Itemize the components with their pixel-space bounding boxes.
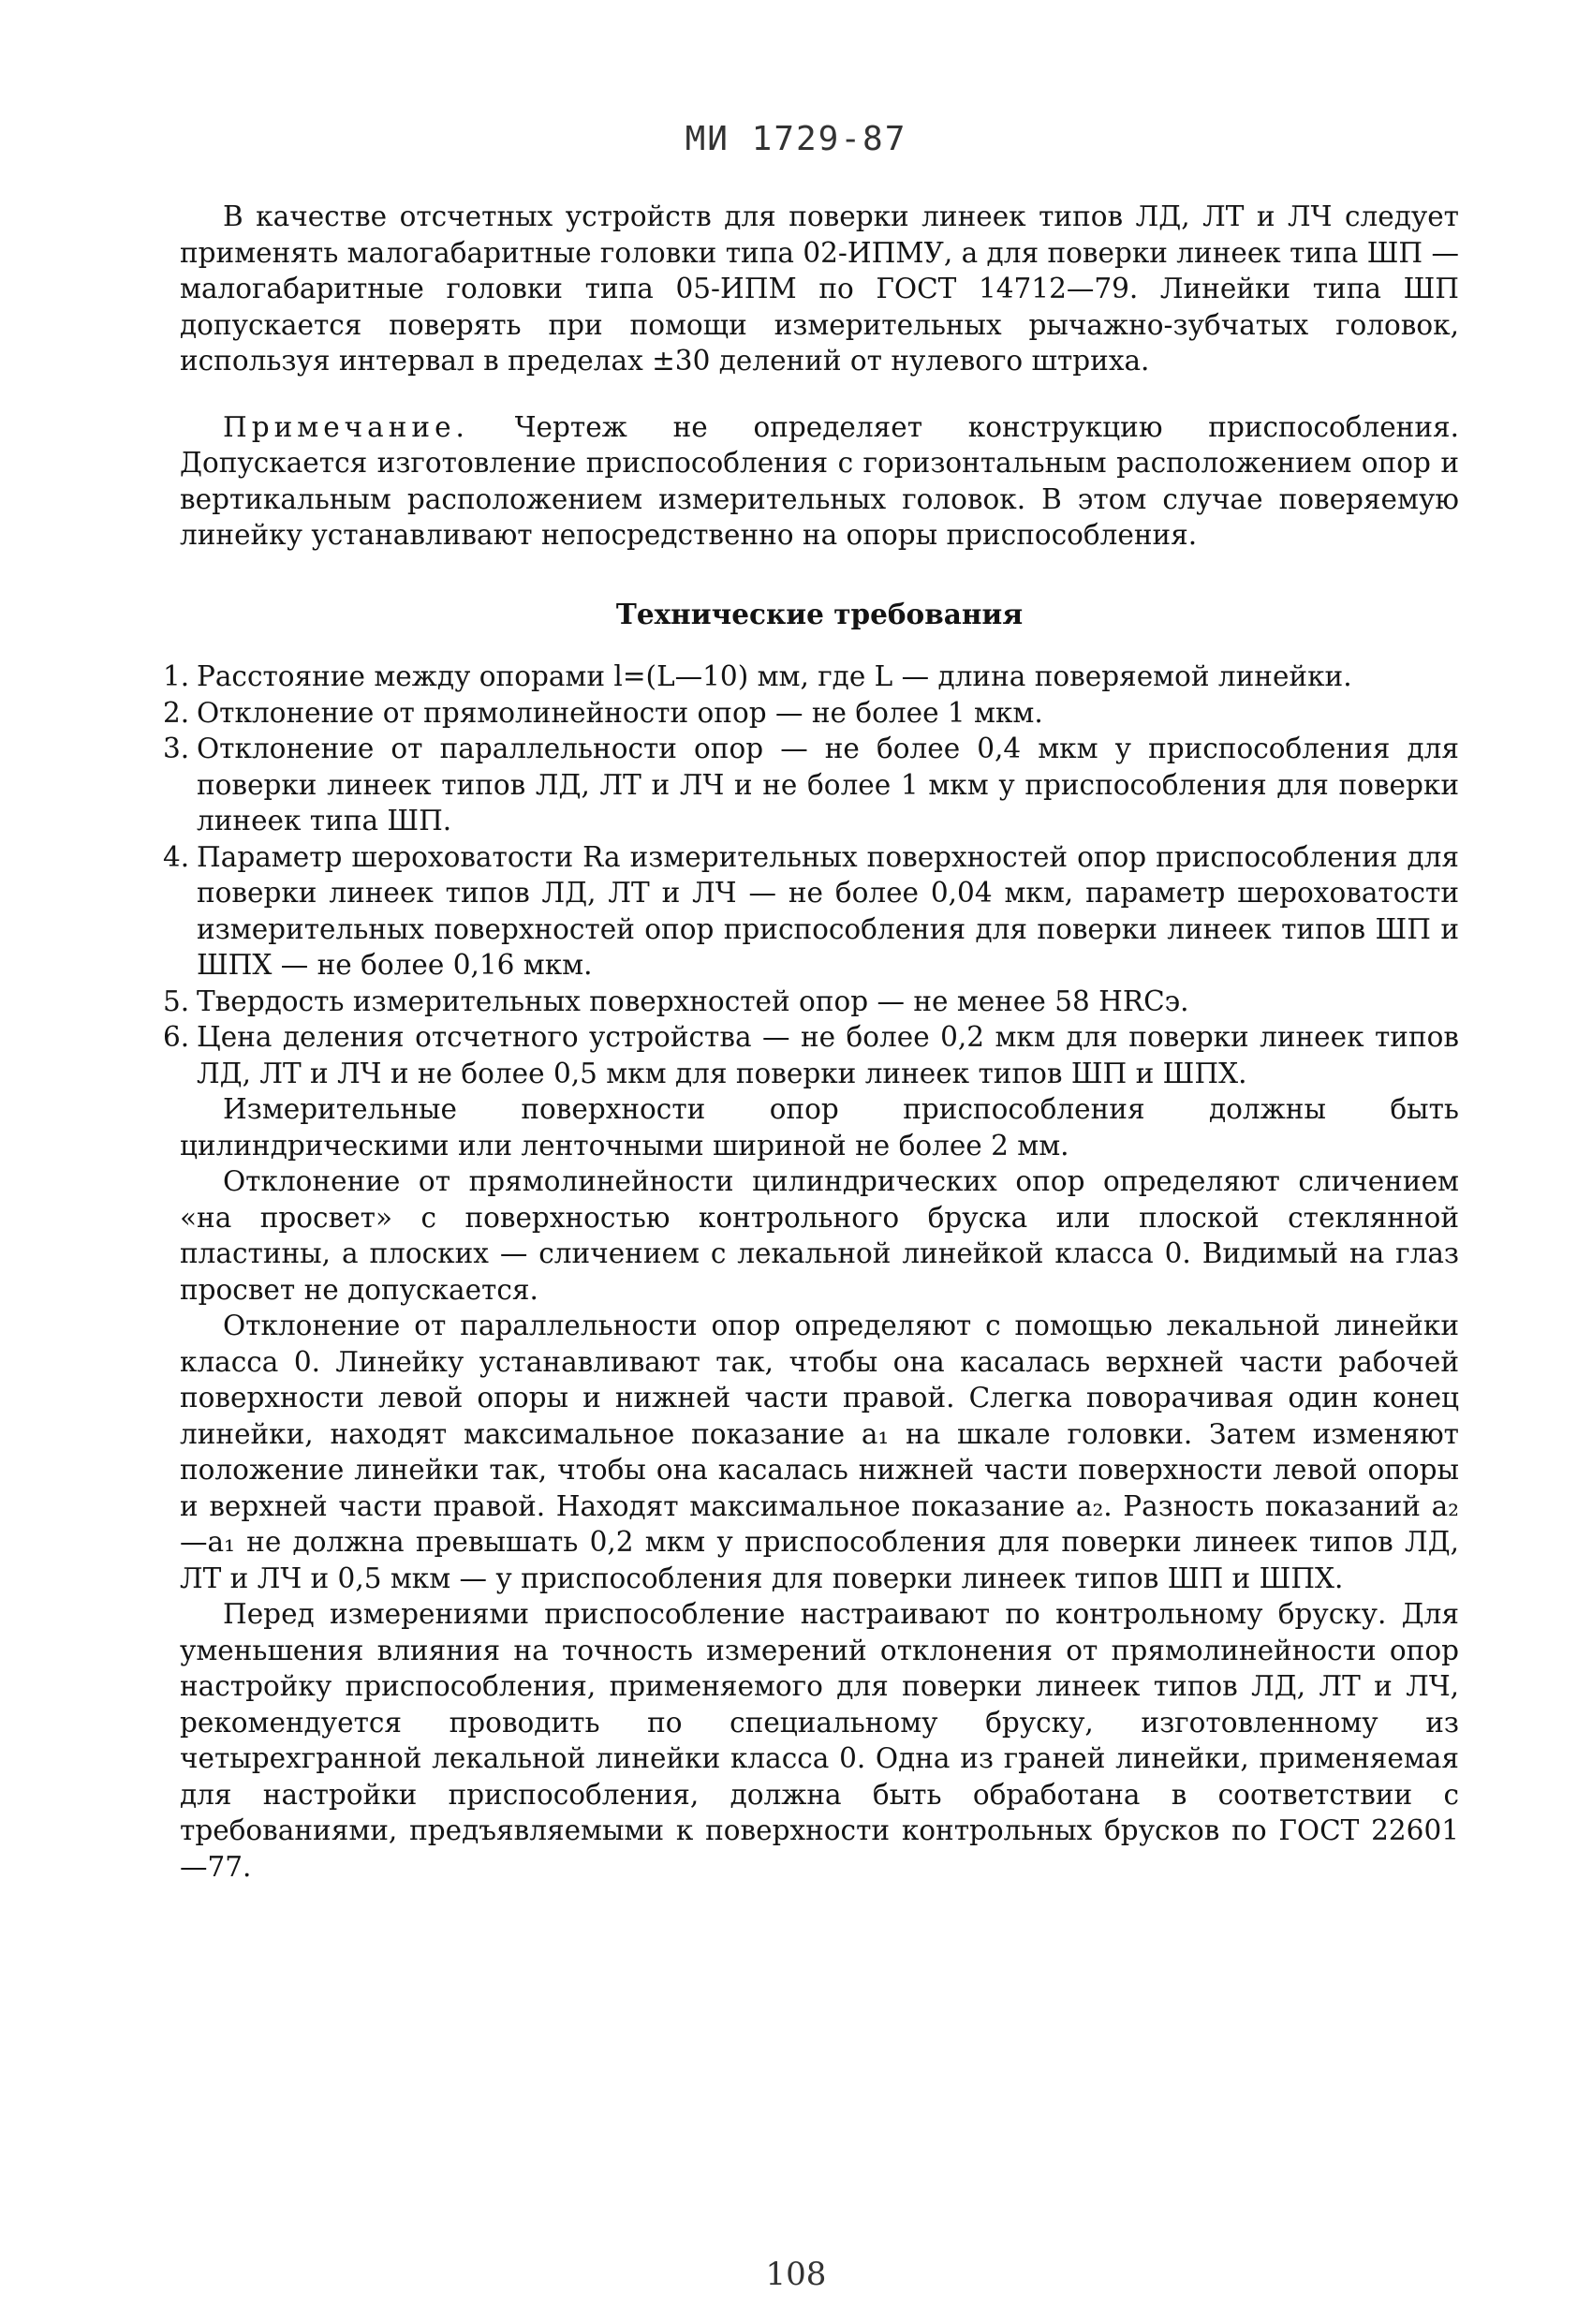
requirement-item	[163, 839, 1459, 984]
requirement-number: 3.	[163, 733, 190, 764]
requirement-item	[163, 731, 1459, 839]
requirement-text: Параметр шероховатости Ra измерительных поверхностей опор приспособления для поверки линеек типов ЛД, ЛТ и ЛЧ — не более 0,04 мкм, параметр шероховатости измерительных поверхностей опор приспособления для поверки линеек типов ШП и ШПХ — не более 0,16 мкм.	[197, 840, 1459, 981]
note-label: Примечание.	[223, 410, 469, 443]
requirement-item	[163, 659, 1459, 695]
requirements-list	[163, 659, 1459, 1091]
requirement-text: Отклонение от параллельности опор — не более 0,4 мкм у приспособления для поверки линеек типов ЛД, ЛТ и ЛЧ и не более 1 мкм у приспособления для поверки линеек типа ШП.	[197, 733, 1459, 836]
parallelism-check-paragraph: Отклонение от параллельности опор определяют с помощью лекальной линейки класса 0. Линейку устанавливают так, чтобы она касалась верхней части рабочей поверхности левой опоры и нижней части правой. Слегка поворачивая один конец линейки, находят максимальное показание a₁ на шкале головки. Затем изменяют положение линейки так, чтобы она касалась нижней части поверхности левой опоры и верхней части правой. Находят максимальное показание a₂. Разность показаний a₂—a₁ не должна превышать 0,2 мкм у приспособления для поверки линеек типов ЛД, ЛТ и ЛЧ и 0,5 мкм — у приспособления для поверки линеек типов ШП и ШПХ.	[180, 1310, 1459, 1594]
document-code-header: МИ 1729-87	[685, 120, 907, 158]
document-body	[163, 199, 1459, 1885]
supports-surface-paragraph: Измерительные поверхности опор приспособления должны быть цилиндрическими или ленточными шириной не более 2 мм.	[180, 1093, 1459, 1162]
requirement-text: Цена деления отсчетного устройства — не более 0,2 мкм для поверки линеек типов ЛД, ЛТ и ЛЧ и не более 0,5 мкм для поверки линеек типов ШП и ШПХ.	[197, 1021, 1459, 1089]
requirement-text: Отклонение от прямолинейности опор — не более 1 мкм.	[197, 696, 1043, 729]
straightness-check-paragraph: Отклонение от прямолинейности цилиндрических опор определяют сличением «на просвет» с поверхностью контрольного бруска или плоской стеклянной пластины, а плоских — сличением с лекальной линейкой класса 0. Видимый на глаз просвет не допускается.	[180, 1165, 1459, 1306]
requirement-number: 4.	[163, 840, 190, 873]
requirement-item	[163, 984, 1459, 1020]
requirement-number: 6.	[163, 1021, 190, 1053]
requirement-item	[163, 1019, 1459, 1091]
note-text: Чертеж не определяет конструкцию приспособления. Допускается изготовление приспособления с горизонтальным расположением опор и вертикальным расположением измерительных головок. В этом случае поверяемую линейку устанавливают непосредственно на опоры приспособления.	[180, 410, 1459, 551]
requirement-number: 1.	[163, 660, 190, 692]
requirement-text: Расстояние между опорами l=(L—10) мм, где L — длина поверяемой линейки.	[197, 660, 1352, 692]
note-paragraph	[180, 409, 1459, 554]
intro-paragraph: В качестве отсчетных устройств для поверки линеек типов ЛД, ЛТ и ЛЧ следует применять малогабаритные головки типа 02-ИПМУ, а для поверки линеек типа ШП — малогабаритные головки типа 05-ИПМ по ГОСТ 14712—79. Линейки типа ШП допускается поверять при помощи измерительных рычажно-зубчатых головок, используя интервал в пределах ±30 делений от нулевого штриха.	[180, 200, 1459, 377]
requirement-number: 5.	[163, 984, 190, 1017]
requirement-text: Твердость измерительных поверхностей опор — не менее 58 HRCэ.	[197, 984, 1189, 1017]
requirement-item	[163, 695, 1459, 732]
page-number: 108	[765, 2256, 827, 2293]
technical-requirements-heading: Технические требования	[615, 597, 1024, 630]
requirement-number: 2.	[163, 696, 190, 729]
setup-paragraph: Перед измерениями приспособление настраивают по контрольному бруску. Для уменьшения влияния на точность измерений отклонения от прямолинейности опор настройку приспособления, применяемого для поверки линеек типов ЛД, ЛТ и ЛЧ, рекомендуется проводить по специальному бруску, изготовленному из четырехгранной лекальной линейки класса 0. Одна из граней линейки, применяемая для настройки приспособления, должна быть обработана в соответствии с требованиями, предъявляемыми к поверхности контрольных брусков по ГОСТ 22601—77.	[180, 1598, 1459, 1883]
